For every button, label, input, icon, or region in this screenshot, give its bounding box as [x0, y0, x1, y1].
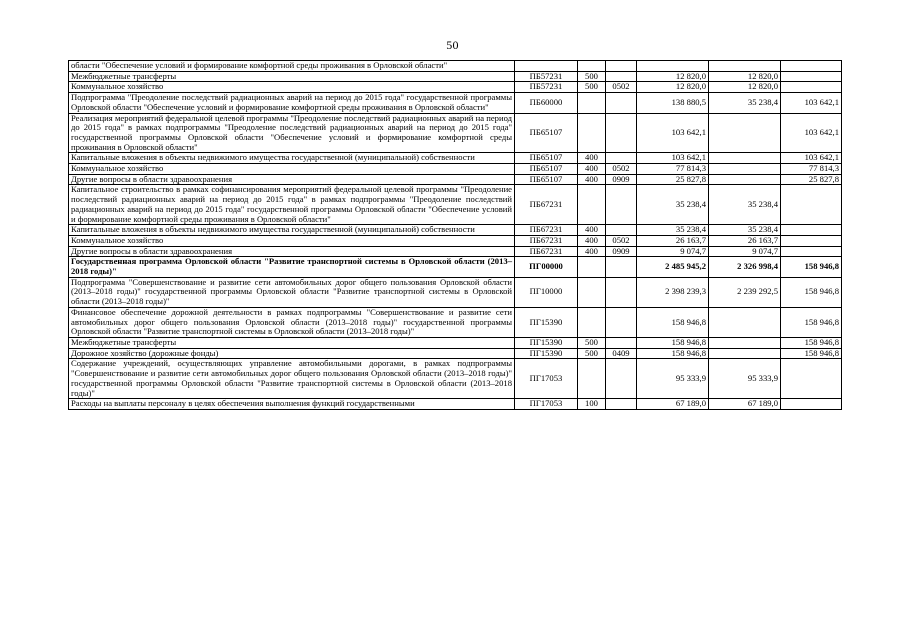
row-section-cell: [606, 337, 637, 348]
row-total-cell: 158 946,8: [637, 337, 709, 348]
row-amount-3-cell: [781, 246, 842, 257]
row-amount-3-cell: 158 946,8: [781, 307, 842, 337]
row-amount-2-cell: 35 238,4: [709, 185, 781, 225]
row-name-cell: Реализация мероприятий федеральной целевой программы "Преодоление последствий радиационных аварий на период до 2015 года" в рамках подпрограммы "Преодоление последствий радиационных аварий на период до 2015 года" государственной программы Орловской области "Обеспечение условий и формирование комфортной среды проживания в Орловской области": [69, 113, 515, 153]
table-row: [69, 277, 842, 307]
row-code-cell: ПГ00000: [515, 257, 578, 277]
row-amount-2-cell: [709, 153, 781, 164]
row-amount-3-cell: 103 642,1: [781, 153, 842, 164]
row-name-cell: Коммунальное хозяйство: [69, 235, 515, 246]
table-row: [69, 153, 842, 164]
row-code-cell: ПБ57231: [515, 71, 578, 82]
row-amount-3-cell: [781, 225, 842, 236]
row-expense-type-cell: 500: [578, 348, 606, 359]
row-amount-2-cell: 9 074,7: [709, 246, 781, 257]
row-name-cell: Межбюджетные трансферты: [69, 71, 515, 82]
row-expense-type-cell: 400: [578, 235, 606, 246]
row-amount-2-cell: 35 238,4: [709, 93, 781, 113]
table-row: [69, 359, 842, 399]
row-expense-type-cell: 400: [578, 225, 606, 236]
row-section-cell: [606, 71, 637, 82]
row-section-cell: [606, 185, 637, 225]
table-row: [69, 257, 842, 277]
table-row: [69, 246, 842, 257]
row-name-cell: Капитальное строительство в рамках софинансирования мероприятий федеральной целевой программы "Преодоление последствий радиационных аварий на период до 2015 года" в рамках подпрограммы "Преодоление последствий радиационных аварий на период до 2015 года" государственной программы Орловской области "Обеспечение условий и формирование комфортной среды проживания в Орловской области": [69, 185, 515, 225]
row-amount-2-cell: 35 238,4: [709, 225, 781, 236]
table-row: [69, 337, 842, 348]
table-row: [69, 164, 842, 175]
row-name-cell: Коммунальное хозяйство: [69, 82, 515, 93]
row-amount-2-cell: 2 239 292,5: [709, 277, 781, 307]
row-section-cell: [606, 399, 637, 410]
row-section-cell: [606, 359, 637, 399]
row-name-cell: Финансовое обеспечение дорожной деятельности в рамках подпрограммы "Совершенствование и развитие сети автомобильных дорог общего пользования Орловской области (2013–2018 годы)" государственной программы Орловской области "Развитие транспортной системы в Орловской области (2013–2018 годы)": [69, 307, 515, 337]
row-section-cell: [606, 113, 637, 153]
table-row: [69, 235, 842, 246]
row-expense-type-cell: 500: [578, 82, 606, 93]
row-code-cell: ПГ15390: [515, 307, 578, 337]
row-section-cell: 0502: [606, 164, 637, 175]
row-total-cell: 77 814,3: [637, 164, 709, 175]
row-expense-type-cell: 400: [578, 246, 606, 257]
row-total-cell: 138 880,5: [637, 93, 709, 113]
row-expense-type-cell: [578, 185, 606, 225]
row-amount-2-cell: 67 189,0: [709, 399, 781, 410]
table-row: [69, 225, 842, 236]
row-amount-3-cell: [781, 399, 842, 410]
row-section-cell: [606, 61, 637, 72]
row-total-cell: 12 820,0: [637, 71, 709, 82]
row-amount-3-cell: 103 642,1: [781, 113, 842, 153]
row-expense-type-cell: [578, 93, 606, 113]
row-amount-3-cell: 25 827,8: [781, 174, 842, 185]
budget-table: [68, 60, 842, 410]
row-total-cell: 103 642,1: [637, 153, 709, 164]
row-amount-3-cell: [781, 71, 842, 82]
row-code-cell: ПБ67231: [515, 185, 578, 225]
row-amount-2-cell: 12 820,0: [709, 71, 781, 82]
row-code-cell: ПГ17053: [515, 399, 578, 410]
row-expense-type-cell: 400: [578, 153, 606, 164]
row-expense-type-cell: 500: [578, 337, 606, 348]
row-amount-3-cell: 158 946,8: [781, 348, 842, 359]
row-total-cell: 26 163,7: [637, 235, 709, 246]
row-amount-2-cell: [709, 164, 781, 175]
row-amount-2-cell: [709, 307, 781, 337]
row-total-cell: 2 398 239,3: [637, 277, 709, 307]
row-code-cell: ПБ67231: [515, 246, 578, 257]
row-name-cell: Другие вопросы в области здравоохранения: [69, 174, 515, 185]
row-name-cell: Подпрограмма "Преодоление последствий радиационных аварий на период до 2015 года" государственной программы Орловской области "Обеспечение условий и формирование комфортной среды проживания в Орловской области": [69, 93, 515, 113]
row-expense-type-cell: [578, 257, 606, 277]
row-section-cell: 0909: [606, 246, 637, 257]
row-code-cell: ПБ67231: [515, 225, 578, 236]
table-row: [69, 185, 842, 225]
row-name-cell: Государственная программа Орловской области "Развитие транспортной системы в Орловской области (2013–2018 годы)": [69, 257, 515, 277]
row-expense-type-cell: 500: [578, 71, 606, 82]
row-amount-3-cell: [781, 235, 842, 246]
table-row: [69, 348, 842, 359]
row-name-cell: Межбюджетные трансферты: [69, 337, 515, 348]
row-expense-type-cell: [578, 359, 606, 399]
row-section-cell: [606, 307, 637, 337]
row-name-cell: Подпрограмма "Совершенствование и развитие сети автомобильных дорог общего пользования Орловской области (2013–2018 годы)" государственной программы Орловской области "Развитие транспортной системы в Орловской области (2013–2018 годы)": [69, 277, 515, 307]
row-section-cell: 0502: [606, 82, 637, 93]
row-code-cell: ПБ60000: [515, 93, 578, 113]
row-expense-type-cell: 400: [578, 174, 606, 185]
table-row: [69, 93, 842, 113]
row-total-cell: 158 946,8: [637, 348, 709, 359]
row-amount-2-cell: 26 163,7: [709, 235, 781, 246]
row-code-cell: [515, 61, 578, 72]
row-total-cell: 35 238,4: [637, 225, 709, 236]
row-total-cell: 12 820,0: [637, 82, 709, 93]
row-section-cell: 0409: [606, 348, 637, 359]
row-section-cell: [606, 93, 637, 113]
row-expense-type-cell: 400: [578, 164, 606, 175]
row-name-cell: Коммунальное хозяйство: [69, 164, 515, 175]
row-amount-2-cell: 95 333,9: [709, 359, 781, 399]
row-section-cell: 0502: [606, 235, 637, 246]
table-row: [69, 113, 842, 153]
row-expense-type-cell: [578, 307, 606, 337]
row-name-cell: Капитальные вложения в объекты недвижимого имущества государственной (муниципальной) собственности: [69, 225, 515, 236]
row-total-cell: 2 485 945,2: [637, 257, 709, 277]
row-name-cell: области "Обеспечение условий и формирование комфортной среды проживания в Орловской области": [69, 61, 515, 72]
row-amount-3-cell: 158 946,8: [781, 337, 842, 348]
row-amount-3-cell: [781, 359, 842, 399]
row-amount-3-cell: 158 946,8: [781, 257, 842, 277]
row-amount-3-cell: [781, 185, 842, 225]
row-amount-3-cell: 77 814,3: [781, 164, 842, 175]
table-row: [69, 307, 842, 337]
row-total-cell: 67 189,0: [637, 399, 709, 410]
row-section-cell: [606, 225, 637, 236]
row-total-cell: 9 074,7: [637, 246, 709, 257]
row-total-cell: 35 238,4: [637, 185, 709, 225]
row-amount-2-cell: 2 326 998,4: [709, 257, 781, 277]
row-code-cell: ПБ67231: [515, 235, 578, 246]
row-amount-2-cell: [709, 113, 781, 153]
row-amount-3-cell: 103 642,1: [781, 93, 842, 113]
row-code-cell: ПГ10000: [515, 277, 578, 307]
row-code-cell: ПБ65107: [515, 164, 578, 175]
row-section-cell: [606, 153, 637, 164]
row-amount-2-cell: [709, 337, 781, 348]
row-total-cell: 103 642,1: [637, 113, 709, 153]
row-code-cell: ПБ57231: [515, 82, 578, 93]
row-section-cell: [606, 257, 637, 277]
row-expense-type-cell: [578, 277, 606, 307]
row-expense-type-cell: [578, 113, 606, 153]
row-section-cell: 0909: [606, 174, 637, 185]
row-total-cell: 25 827,8: [637, 174, 709, 185]
row-name-cell: Дорожное хозяйство (дорожные фонды): [69, 348, 515, 359]
row-name-cell: Содержание учреждений, осуществляющих управление автомобильными дорогами, в рамках подпрограммы "Совершенствование и развитие сети автомобильных дорог общего пользования Орловской области (2013–2018 годы)" государственной программы Орловской области "Развитие транспортной системы в Орловской области (2013–2018 годы)": [69, 359, 515, 399]
row-code-cell: ПГ17053: [515, 359, 578, 399]
row-code-cell: ПБ65107: [515, 174, 578, 185]
table-row: [69, 174, 842, 185]
row-expense-type-cell: [578, 61, 606, 72]
row-name-cell: Другие вопросы в области здравоохранения: [69, 246, 515, 257]
row-expense-type-cell: 100: [578, 399, 606, 410]
row-code-cell: ПБ65107: [515, 153, 578, 164]
row-name-cell: Расходы на выплаты персоналу в целях обеспечения выполнения функций государственными: [69, 399, 515, 410]
row-total-cell: [637, 61, 709, 72]
row-total-cell: 95 333,9: [637, 359, 709, 399]
row-amount-3-cell: 158 946,8: [781, 277, 842, 307]
row-amount-2-cell: [709, 61, 781, 72]
row-code-cell: ПГ15390: [515, 348, 578, 359]
row-amount-2-cell: [709, 348, 781, 359]
table-row: [69, 61, 842, 72]
table-row: [69, 82, 842, 93]
row-amount-3-cell: [781, 61, 842, 72]
row-amount-2-cell: [709, 174, 781, 185]
row-code-cell: ПБ65107: [515, 113, 578, 153]
table-row: [69, 71, 842, 82]
table-row: [69, 399, 842, 410]
page-number: 50: [446, 38, 459, 52]
row-code-cell: ПГ15390: [515, 337, 578, 348]
row-section-cell: [606, 277, 637, 307]
row-total-cell: 158 946,8: [637, 307, 709, 337]
row-amount-3-cell: [781, 82, 842, 93]
row-name-cell: Капитальные вложения в объекты недвижимого имущества государственной (муниципальной) собственности: [69, 153, 515, 164]
row-amount-2-cell: 12 820,0: [709, 82, 781, 93]
